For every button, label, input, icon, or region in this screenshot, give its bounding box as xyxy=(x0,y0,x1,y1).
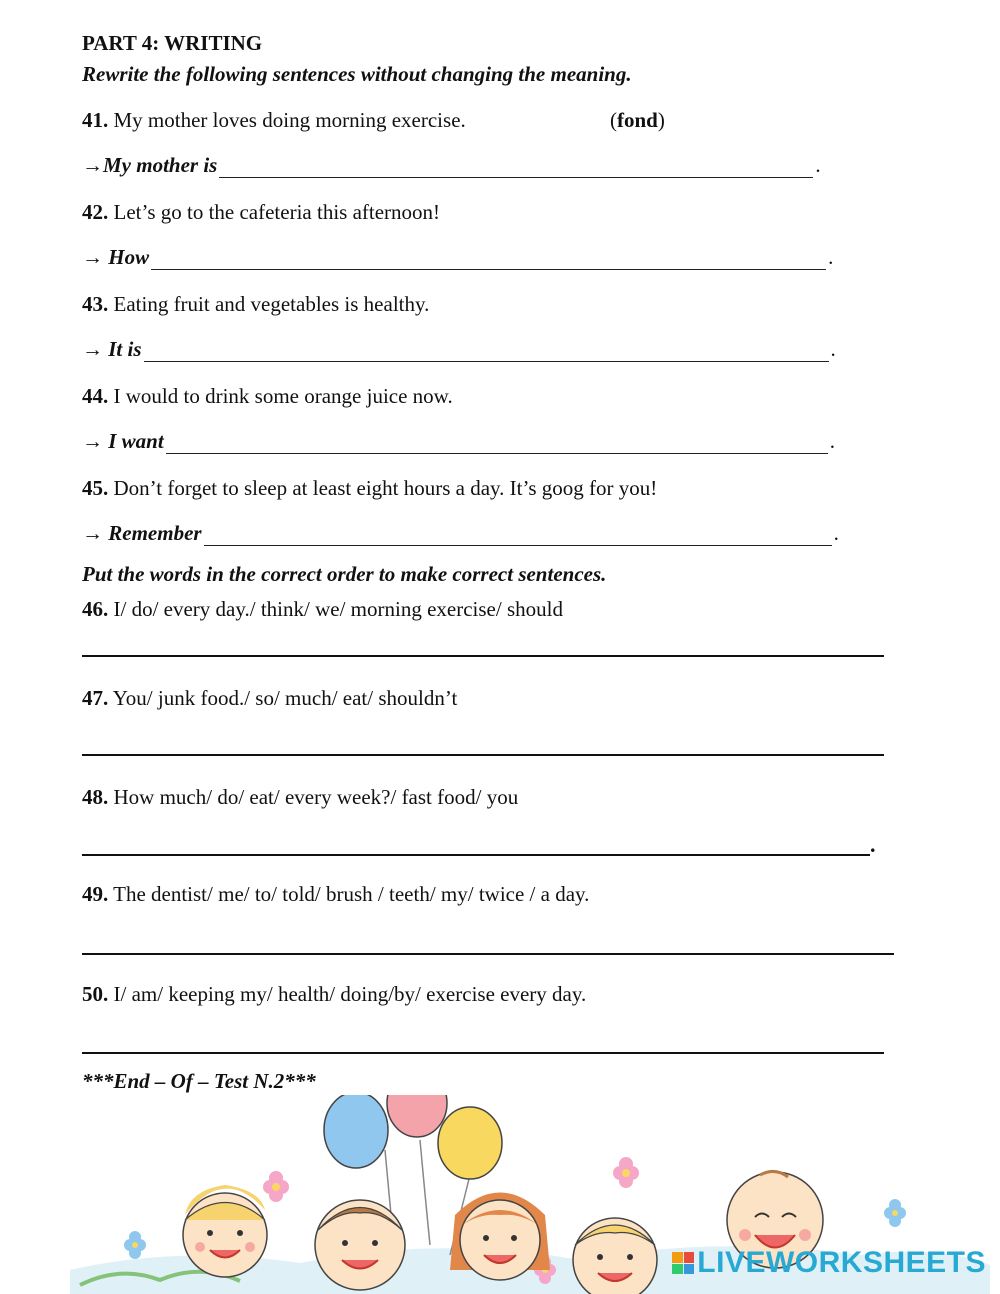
question-42: 42. Let’s go to the cafeteria this afternoon! xyxy=(82,200,441,224)
kid-face-icon xyxy=(183,1185,267,1277)
flower-icon xyxy=(124,1231,146,1259)
answer-42[interactable]: → How . xyxy=(82,245,834,269)
watermark-text: LIVEWORKSHEETS xyxy=(697,1246,986,1279)
question-48: 48. How much/ do/ eat/ every week?/ fast food/ you xyxy=(82,785,519,809)
answer-line-47[interactable] xyxy=(82,754,884,756)
question-49: 49. The dentist/ me/ to/ told/ brush / teeth/ my/ twice / a day. xyxy=(82,882,590,906)
answer-period-48: . xyxy=(870,832,876,857)
answer-45[interactable]: → Remember . xyxy=(82,521,839,545)
question-43: 43. Eating fruit and vegetables is healthy. xyxy=(82,292,430,316)
liveworksheets-logo-icon xyxy=(672,1252,694,1274)
question-46: 46. I/ do/ every day./ think/ we/ morning exercise/ should xyxy=(82,597,563,621)
answer-line-48[interactable] xyxy=(82,854,870,856)
instruction-rewrite: Rewrite the following sentences without changing the meaning. xyxy=(82,62,632,86)
page-title: PART 4: WRITING xyxy=(82,31,263,55)
blue-balloon xyxy=(324,1095,388,1168)
answer-line xyxy=(144,343,829,362)
answer-line xyxy=(204,527,832,546)
liveworksheets-watermark xyxy=(672,1246,986,1280)
hint-41: (fond) xyxy=(610,108,665,132)
kid-face-icon xyxy=(315,1200,405,1290)
end-of-test: ***End – Of – Test N.2*** xyxy=(82,1069,316,1093)
flower-icon xyxy=(263,1171,289,1202)
answer-44[interactable]: → I want . xyxy=(82,429,835,453)
hint-word: fond xyxy=(617,108,658,132)
answer-line xyxy=(166,435,828,454)
answer-41[interactable]: →My mother is . xyxy=(82,153,821,177)
question-44: 44. I would to drink some orange juice now. xyxy=(82,384,453,408)
pink-balloon xyxy=(387,1095,447,1137)
kid-face-icon xyxy=(450,1193,550,1281)
question-45: 45. Don’t forget to sleep at least eight hours a day. It’s goog for you! xyxy=(82,476,658,500)
answer-line-46[interactable] xyxy=(82,655,884,657)
question-41: 41. My mother loves doing morning exercise. xyxy=(82,108,466,132)
question-50: 50. I/ am/ keeping my/ health/ doing/by/ exercise every day. xyxy=(82,982,587,1006)
instruction-order: Put the words in the correct order to make correct sentences. xyxy=(82,562,607,586)
answer-line xyxy=(151,251,826,270)
yellow-balloon xyxy=(438,1107,502,1179)
kid-face-icon xyxy=(573,1218,657,1294)
answer-line xyxy=(219,159,813,178)
answer-43[interactable]: → It is . xyxy=(82,337,836,361)
answer-line-50[interactable] xyxy=(82,1052,884,1054)
question-47: 47. You/ junk food./ so/ much/ eat/ shouldn’t xyxy=(82,686,458,710)
answer-line-49[interactable] xyxy=(82,953,894,955)
flower-icon xyxy=(884,1199,906,1227)
flower-icon xyxy=(613,1157,639,1188)
